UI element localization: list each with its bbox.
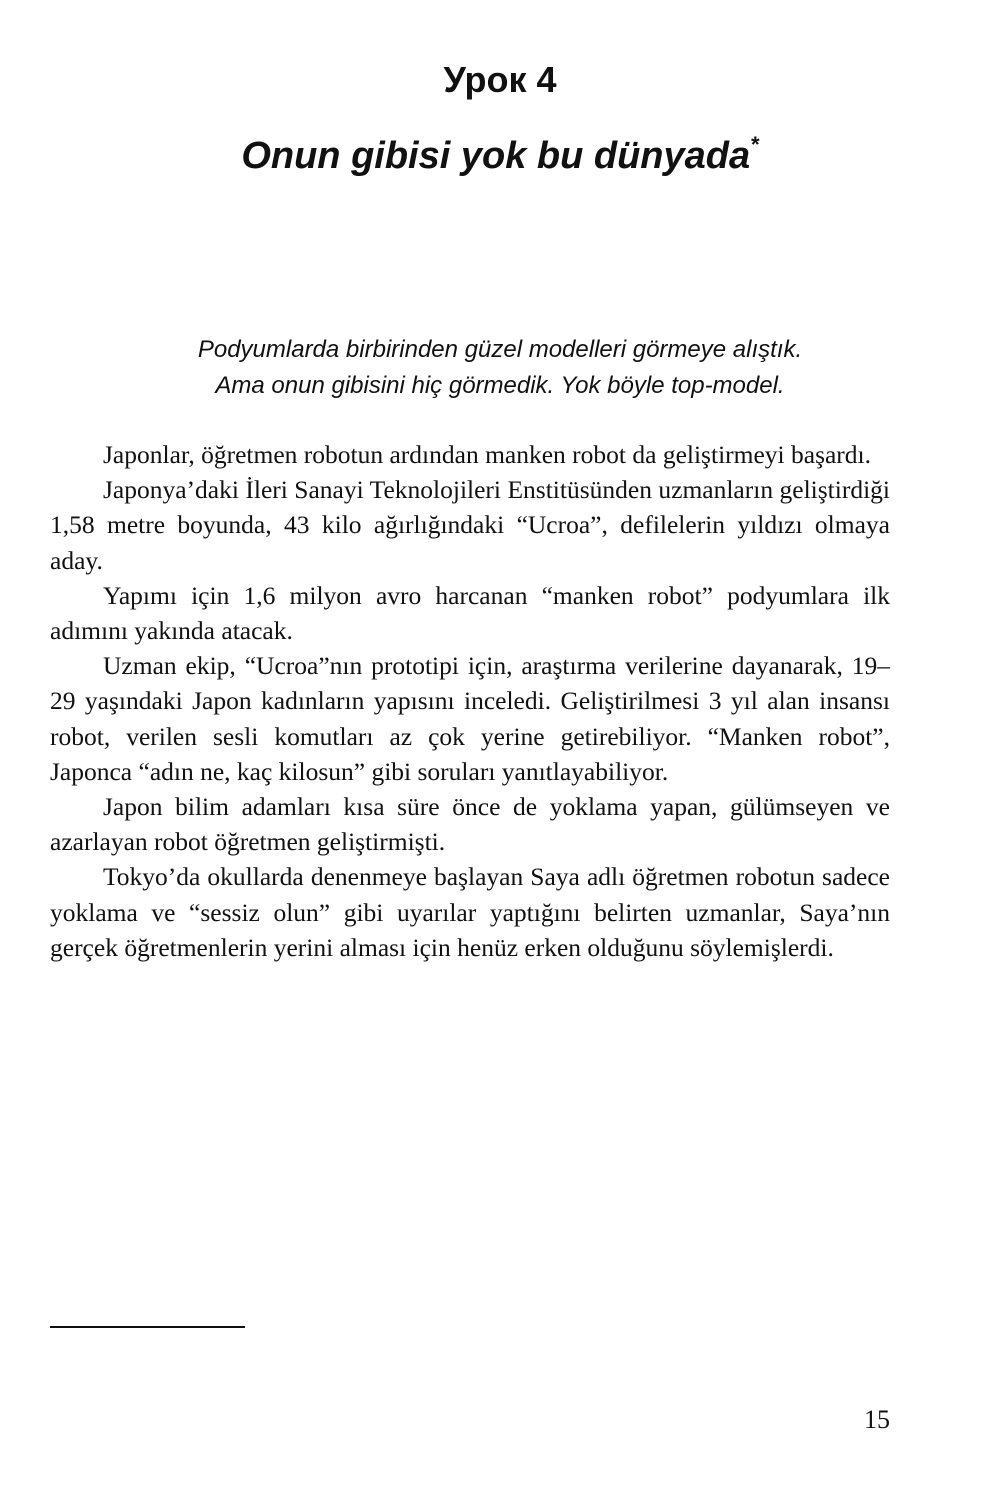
paragraph-2: Japonya’daki İleri Sanayi Teknolojileri Enstitüsünden uzmanların geliştirdiği 1,58 metre boyunda, 43 kilo ağırlığındaki “Ucroa”, defilelerin yıldızı olmaya aday. — [50, 475, 890, 575]
epigraph-line-2: Ama onun gibisini hiç görmedik. Yok böyle top-model. — [215, 372, 785, 399]
paragraph-4: Uzman ekip, “Ucroa”nın prototipi için, araştırma verilerine dayanarak, 19–29 yaşındaki Japon kadınların yapısını inceledi. Geliştirilmesi 3 yıl alan insansı robot, verilen sesli komutları az çok yerine getirebiliyor. “Manken robot”, Japonca “adın ne, kaç kilosun” gibi soruları yanıtlayabiliyor. — [50, 651, 890, 786]
lesson-heading: Урок 4 — [443, 59, 557, 100]
epigraph-line-1: Podyumlarda birbirinden güzel modelleri görmeye alıştık. — [197, 336, 803, 363]
paragraph-3: Yapımı için 1,6 milyon avro harcanan “manken robot” podyumlara ilk adımını yakında atacak. — [50, 580, 890, 646]
paragraph-5: Japon bilim adamları kısa süre önce de yoklama yapan, gülümseyen ve azarlayan robot öğretmen geliştirmişti. — [50, 792, 890, 857]
paragraph-1: Japonlar, öğretmen robotun ardından manken robot da geliştirmeyi başardı. — [103, 440, 872, 469]
footnote-divider — [50, 1326, 245, 1328]
lesson-title-text: Onun gibisi yok bu dünyada — [241, 135, 751, 177]
paragraph-6: Tokyo’da okullarda denenmeye başlayan Saya adlı öğretmen robotun sadece yoklama ve “sessiz olun” gibi uyarılar yaptığını belirten uzmanlar, Saya’nın gerçek öğretmenlerin yerini alması için henüz erken olduğunu söylemişlerdi. — [50, 862, 890, 962]
epigraph — [80, 332, 920, 404]
article-body — [50, 437, 890, 965]
page-number: 15 — [864, 1405, 890, 1434]
lesson-title — [0, 130, 1000, 182]
footnote-mark: * — [750, 132, 759, 157]
